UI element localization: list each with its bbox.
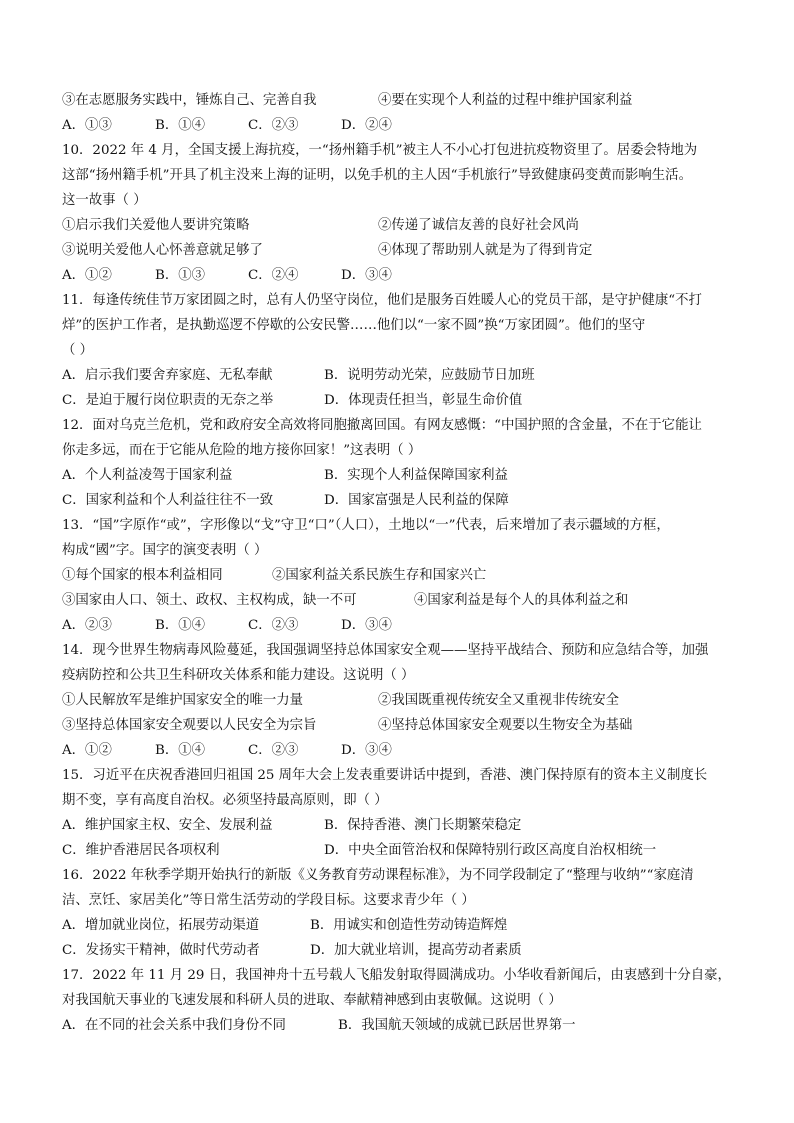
q16-stem-line-1: 16．2022 年秋季学期开始执行的新版《义务教育劳动课程标准》，为不同学段制定了“整理与收纳”“家庭清 — [62, 868, 694, 883]
q10-option-a[interactable]: A．①② — [62, 268, 112, 283]
q11-option-a[interactable]: A．启示我们要舍弃家庭、无私奉献 — [62, 368, 273, 383]
q14-stem-line-1: 14．现今世界生物病毒风险蔓延，我国强调坚持总体国家安全观——坚持平战结合、预防和应急结合等，加强 — [62, 643, 709, 658]
q13-stem-line-2: 构成“國”字。国字的演变表明（ ） — [62, 543, 268, 558]
q17-options-row-1 — [62, 1013, 738, 1038]
q11-option-b[interactable]: B．说明劳动光荣，应鼓励节日加班 — [324, 368, 535, 383]
q9-option-b[interactable]: B．①④ — [155, 118, 206, 133]
q13-option-d[interactable]: D．③④ — [341, 618, 392, 633]
q13-stem-line-1: 13．“国”字原作“或”，字形像以“戈”守卫“口”（人口），土地以“一”代表，后来增加了表示疆域的方框， — [62, 518, 670, 533]
q13-statements-row-2 — [62, 588, 738, 613]
q14-statement-3: ③坚持总体国家安全观要以人民安全为宗旨 — [62, 718, 317, 733]
q12-stem-line-1: 12．面对乌克兰危机，党和政府安全高效将同胞撤离回国。有网友感慨：“中国护照的含金量，不在于它能让 — [62, 418, 702, 433]
q14-statement-4: ④坚持总体国家安全观要以生物安全为基础 — [378, 718, 633, 733]
q16-option-b[interactable]: B．用诚实和创造性劳动铸造辉煌 — [310, 918, 508, 933]
q14-option-b[interactable]: B．①④ — [155, 743, 206, 758]
q15-options-row-2 — [62, 838, 738, 863]
q11-stem-line-3: （ ） — [62, 343, 94, 358]
q10-option-d[interactable]: D．③④ — [341, 268, 392, 283]
q12-option-c[interactable]: C．国家利益和个人利益往往不一致 — [62, 493, 274, 508]
q17-stem-line-1: 17．2022 年 11 月 29 日，我国神舟十五号载人飞船发射取得圆满成功。小华收看新闻后，由衷感到十分自豪， — [62, 968, 731, 983]
q14-statements-row-1 — [62, 688, 738, 713]
q10-option-b[interactable]: B．①③ — [155, 268, 206, 283]
q15-option-a[interactable]: A．维护国家主权、安全、发展利益 — [62, 818, 273, 833]
q10-stem-line-2: 这部“扬州籍手机”开具了机主没来上海的证明，以免手机的主人因“手机旅行”导致健康码变黄而影响生活。 — [62, 168, 692, 183]
q10-option-c[interactable]: C．②④ — [248, 268, 299, 283]
q9-statements-row — [62, 88, 738, 113]
q12-option-a[interactable]: A．个人利益凌驾于国家利益 — [62, 468, 233, 483]
q11-options-row-1 — [62, 363, 738, 388]
q14-statements-row-2 — [62, 713, 738, 738]
q15-stem-line-1: 15．习近平在庆祝香港回归祖国 25 周年大会上发表重要讲话中提到，香港、澳门保持原有的资本主义制度长 — [62, 768, 708, 783]
q16-options-row-1 — [62, 913, 738, 938]
q12-option-d[interactable]: D．国家富强是人民利益的保障 — [324, 493, 509, 508]
q9-statement-4: ④要在实现个人利益的过程中维护国家利益 — [378, 93, 633, 108]
q17-option-b[interactable]: B．我国航天领域的成就已跃居世界第一 — [338, 1018, 576, 1033]
q13-statement-4: ④国家利益是每个人的具体利益之和 — [414, 593, 629, 608]
q17-option-a[interactable]: A．在不同的社会关系中我们身份不同 — [62, 1018, 286, 1033]
q16-stem-line-2: 洁、烹饪、家居美化”等日常生活劳动的学段目标。这要求青少年（ ） — [62, 893, 475, 908]
q10-statement-1: ①启示我们关爱他人要讲究策略 — [62, 218, 250, 233]
q10-statements-row-1 — [62, 213, 738, 238]
q11-options-row-2 — [62, 388, 738, 413]
q13-option-a[interactable]: A．②③ — [62, 618, 112, 633]
q14-option-c[interactable]: C．②③ — [248, 743, 299, 758]
q12-options-row-1 — [62, 463, 738, 488]
q15-option-b[interactable]: B．保持香港、澳门长期繁荣稳定 — [324, 818, 522, 833]
q10-statements-row-2 — [62, 238, 738, 263]
q14-option-d[interactable]: D．③④ — [341, 743, 392, 758]
q9-statement-3: ③在志愿服务实践中，锤炼自己、完善自我 — [62, 93, 317, 108]
q11-stem-line-1: 11．每逢传统佳节万家团圆之时，总有人仍坚守岗位，他们是服务百姓暖人心的党员干部，是守护健康“不打 — [62, 293, 702, 308]
q14-stem-line-2: 疫病防控和公共卫生科研攻关体系和能力建设。这说明（ ） — [62, 668, 415, 683]
q11-option-c[interactable]: C．是迫于履行岗位职责的无奈之举 — [62, 393, 274, 408]
q13-statement-3: ③国家由人口、领土、政权、主权构成，缺一不可 — [62, 593, 357, 608]
q15-stem-line-2: 期不变，享有高度自治权。必须坚持最高原则，即（ ） — [62, 793, 388, 808]
q11-stem-line-2: 烊”的医护工作者，是执勤巡逻不停歇的公安民警……他们以“一家不圆”换“万家团圆”。他们的坚守 — [62, 318, 646, 333]
q12-option-b[interactable]: B．实现个人利益保障国家利益 — [324, 468, 508, 483]
q10-statement-3: ③说明关爱他人心怀善意就足够了 — [62, 243, 263, 258]
q14-statement-2: ②我国既重视传统安全又重视非传统安全 — [378, 693, 620, 708]
q9-options — [62, 113, 738, 138]
q17-stem-line-2: 对我国航天事业的飞速发展和科研人员的进取、奉献精神感到由衷敬佩。这说明（ ） — [62, 993, 562, 1008]
q13-options — [62, 613, 738, 638]
q16-option-a[interactable]: A．增加就业岗位，拓展劳动渠道 — [62, 918, 260, 933]
exam-page — [62, 88, 738, 1038]
q14-statement-1: ①人民解放军是维护国家安全的唯一力量 — [62, 693, 304, 708]
q16-options-row-2 — [62, 938, 738, 963]
q13-option-c[interactable]: C．②③ — [248, 618, 299, 633]
q13-statement-1: ①每个国家的根本利益相同 — [62, 568, 223, 583]
q10-statement-4: ④体现了帮助别人就是为了得到肯定 — [378, 243, 593, 258]
q9-option-a[interactable]: A．①③ — [62, 118, 112, 133]
q10-stem-line-1: 10．2022 年 4 月，全国支援上海抗疫，一“扬州籍手机”被主人不小心打包进抗疫物资里了。居委会特地为 — [62, 143, 698, 158]
q12-options-row-2 — [62, 488, 738, 513]
q13-statements-row-1 — [62, 563, 738, 588]
q13-option-b[interactable]: B．①④ — [155, 618, 206, 633]
q11-option-d[interactable]: D．体现责任担当，彰显生命价值 — [324, 393, 523, 408]
q13-statement-2: ②国家利益关系民族生存和国家兴亡 — [272, 568, 487, 583]
q9-option-c[interactable]: C．②③ — [248, 118, 299, 133]
q10-stem-line-3: 这一故事（ ） — [62, 193, 147, 208]
q15-options-row-1 — [62, 813, 738, 838]
q15-option-d[interactable]: D．中央全面管治权和保障特别行政区高度自治权相统一 — [324, 843, 657, 858]
q12-stem-line-2: 你走多远，而在于它能从危险的地方接你回家！”这表明（ ） — [62, 443, 422, 458]
q14-option-a[interactable]: A．①② — [62, 743, 112, 758]
q10-statement-2: ②传递了诚信友善的良好社会风尚 — [378, 218, 579, 233]
q10-options — [62, 263, 738, 288]
q14-options — [62, 738, 738, 763]
q15-option-c[interactable]: C．维护香港居民各项权利 — [62, 843, 220, 858]
q16-option-c[interactable]: C．发扬实干精神，做时代劳动者 — [62, 943, 260, 958]
q16-option-d[interactable]: D．加大就业培训，提高劳动者素质 — [310, 943, 522, 958]
q9-option-d[interactable]: D．②④ — [341, 118, 392, 133]
